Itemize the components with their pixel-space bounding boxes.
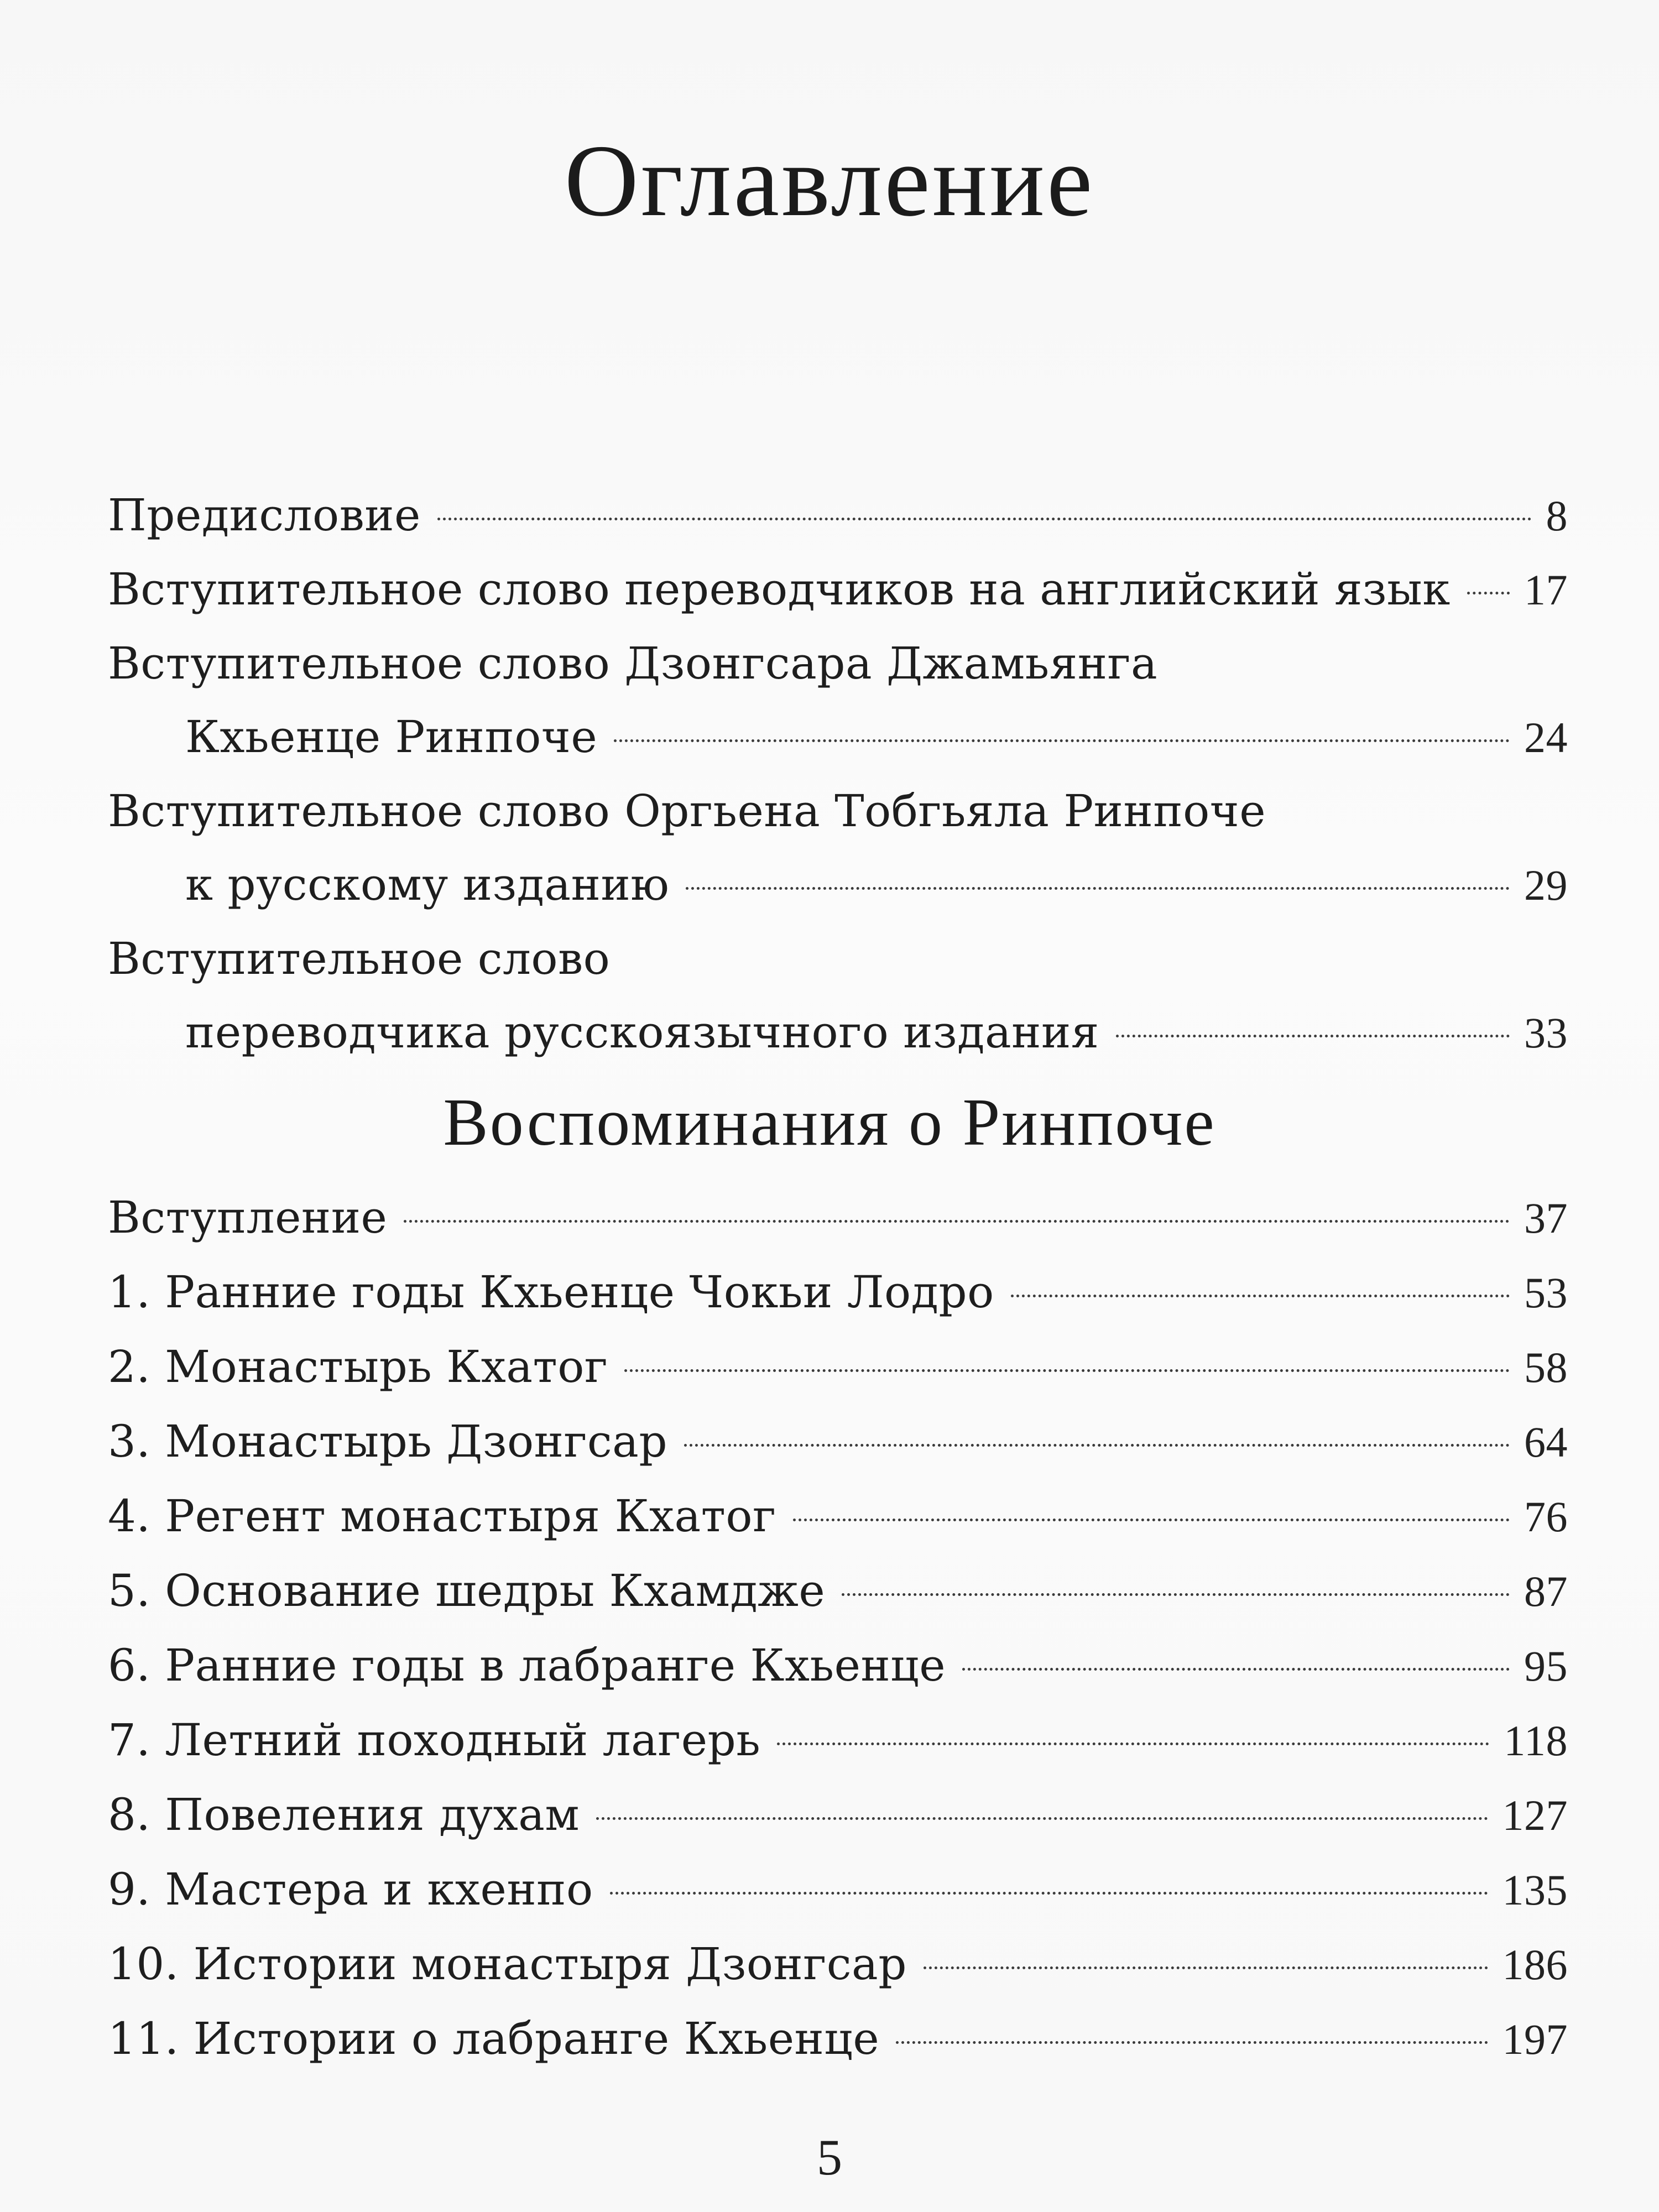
dot-leader xyxy=(896,2041,1488,2044)
dot-leader xyxy=(1011,1295,1510,1297)
dot-leader xyxy=(924,1966,1488,1969)
toc-entry-label-line2: к русскому изданию xyxy=(185,859,670,910)
toc-entry-page: 197 xyxy=(1502,2015,1568,2063)
dot-leader xyxy=(610,1892,1488,1895)
toc-entry-label-line1: Вступительное слово Оргьена Тобгьяла Ринпоче xyxy=(108,785,1266,837)
dot-leader xyxy=(614,739,1510,742)
toc-entry-page: 24 xyxy=(1524,713,1568,761)
toc-entry-page: 37 xyxy=(1524,1194,1568,1242)
toc-entry-label: 6. Ранние годы в лабранге Кхьенце xyxy=(108,1640,946,1691)
toc-entry-page: 127 xyxy=(1502,1791,1568,1839)
toc-entry-label-line1: Вступительное слово Дзонгсара Джамьянга xyxy=(108,638,1158,689)
toc-entry xyxy=(108,1703,1568,1778)
toc-entry-label: Вступление xyxy=(108,1192,388,1243)
dot-leader xyxy=(777,1743,1489,1745)
toc-entry-label: 4. Регент монастыря Кхатог xyxy=(108,1490,776,1542)
toc-entry-label: 9. Мастера и кхенпо xyxy=(108,1864,593,1915)
toc-entry-label: 3. Монастырь Дзонгсар xyxy=(108,1416,668,1467)
toc-entry-label: Предисловие xyxy=(108,489,421,541)
dot-leader xyxy=(684,1444,1510,1447)
dot-leader xyxy=(1116,1035,1510,1037)
dot-leader xyxy=(793,1519,1510,1521)
toc-entry-page: 33 xyxy=(1524,1009,1568,1057)
toc-entry-label: 1. Ранние годы Кхьенце Чокьи Лодро xyxy=(108,1266,994,1318)
toc-entry-label: 7. Летний походный лагерь xyxy=(108,1714,761,1766)
toc-entry xyxy=(108,1255,1568,1330)
toc-entry-page: 29 xyxy=(1524,861,1568,909)
toc-entry xyxy=(108,627,1568,774)
toc-entry xyxy=(108,478,1568,552)
chapter-list xyxy=(108,1181,1568,2077)
toc-entry-label: Вступительное слово переводчиков на английский язык xyxy=(108,564,1451,615)
page-number: 5 xyxy=(817,2129,842,2185)
toc-entry xyxy=(108,1554,1568,1629)
toc-entry xyxy=(108,774,1568,922)
toc-entry-page: 58 xyxy=(1524,1343,1568,1391)
toc-entry-label: 5. Основание шедры Кхамдже xyxy=(108,1565,826,1616)
toc-entry-label: 2. Монастырь Кхатог xyxy=(108,1341,608,1392)
toc-entry xyxy=(108,922,1568,1070)
toc-entry-page: 64 xyxy=(1524,1418,1568,1466)
page-title: Оглавление xyxy=(564,124,1095,238)
toc-entry-label: 10. Истории монастыря Дзонгсар xyxy=(108,1938,907,1990)
toc-entry-page: 87 xyxy=(1524,1567,1568,1615)
toc-entry-label: 11. Истории о лабранге Кхьенце xyxy=(108,2013,880,2064)
dot-leader xyxy=(624,1369,1510,1372)
toc-entry xyxy=(108,1629,1568,1703)
dot-leader xyxy=(842,1593,1510,1596)
section-title: Воспоминания о Ринпоче xyxy=(443,1085,1216,1160)
toc-entry xyxy=(108,1330,1568,1405)
toc-entry-label: 8. Повеления духам xyxy=(108,1789,580,1840)
toc-entry-page: 135 xyxy=(1502,1866,1568,1914)
dot-leader xyxy=(1467,592,1510,594)
dot-leader xyxy=(962,1668,1510,1671)
toc-entry xyxy=(108,1853,1568,1927)
toc-entry xyxy=(108,1479,1568,1554)
dot-leader xyxy=(437,518,1532,520)
toc-entry-page: 8 xyxy=(1546,492,1568,540)
toc-entry-page: 186 xyxy=(1502,1940,1568,1989)
front-matter-list xyxy=(108,478,1568,1070)
toc-entry-page: 95 xyxy=(1524,1642,1568,1690)
toc-entry xyxy=(108,1181,1568,1255)
toc-entry-label-line2: переводчика русскоязычного издания xyxy=(185,1006,1099,1058)
toc-entry-label-line1: Вступительное слово xyxy=(108,933,611,984)
toc-entry xyxy=(108,1927,1568,2002)
toc-entry xyxy=(108,552,1568,627)
dot-leader xyxy=(404,1220,1510,1223)
toc-entry xyxy=(108,1405,1568,1479)
toc-entry-page: 76 xyxy=(1524,1493,1568,1541)
toc-entry xyxy=(108,2002,1568,2077)
toc-entry-page: 118 xyxy=(1504,1717,1568,1765)
toc-entry-page: 53 xyxy=(1524,1269,1568,1317)
toc-entry-page: 17 xyxy=(1524,566,1568,614)
toc-entry xyxy=(108,1778,1568,1853)
toc-entry-label-line2: Кхьенце Ринпоче xyxy=(185,711,598,763)
dot-leader xyxy=(686,887,1510,890)
dot-leader xyxy=(596,1817,1488,1820)
